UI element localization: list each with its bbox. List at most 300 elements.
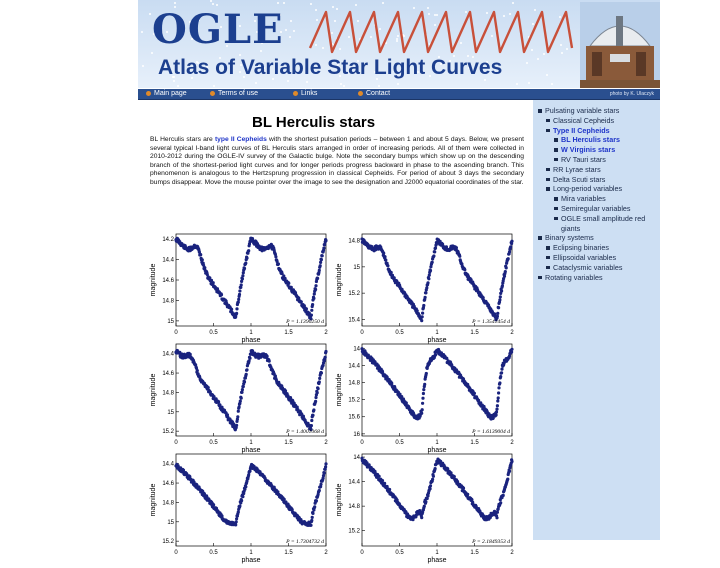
sidebar-item-label: RV Tauri stars: [561, 154, 606, 164]
data-point: [324, 350, 327, 353]
period-label: P = 1.4001068 d: [286, 429, 324, 435]
data-point: [496, 404, 499, 407]
data-point: [207, 386, 210, 389]
sidebar-item-rv-tauri[interactable]: [553, 155, 657, 165]
nav-contact[interactable]: [358, 89, 390, 99]
snow-dot: [516, 83, 518, 85]
light-curve-chart: [150, 340, 332, 458]
snow-dot: [213, 85, 215, 87]
sidebar-item-mira[interactable]: [553, 194, 657, 204]
data-point: [455, 246, 458, 249]
y-tick-label: 14.4: [348, 479, 360, 486]
sidebar: [533, 100, 660, 540]
type2-cepheids-link[interactable]: type II Cepheids: [214, 136, 267, 143]
data-point: [423, 505, 426, 508]
data-point: [510, 460, 513, 463]
data-point: [421, 408, 424, 411]
data-point: [495, 410, 498, 413]
snow-dot: [528, 82, 530, 84]
data-point: [499, 375, 502, 378]
sidebar-item-label: W Virginis stars: [561, 145, 616, 155]
x-tick-label: 0.5: [395, 550, 404, 556]
sidebar-item-label: BL Herculis stars: [561, 135, 620, 145]
data-point: [235, 424, 238, 427]
snow-dot: [537, 58, 539, 60]
data-point: [310, 309, 313, 312]
y-tick-label: 14.4: [348, 363, 360, 370]
data-point: [499, 501, 502, 504]
data-point: [182, 469, 185, 472]
data-point: [314, 400, 317, 403]
x-tick-label: 2: [510, 330, 514, 336]
data-point: [458, 255, 461, 258]
data-point: [236, 415, 239, 418]
data-point: [311, 516, 314, 519]
x-tick-label: 1.5: [284, 330, 293, 336]
nav-label: Terms of use: [218, 90, 259, 97]
y-tick-label: 15.2: [348, 397, 360, 404]
x-tick-label: 1.5: [470, 330, 479, 336]
data-point: [237, 301, 240, 304]
data-point: [240, 283, 243, 286]
data-point: [466, 493, 469, 496]
data-point: [237, 510, 240, 513]
main-content: [138, 100, 533, 564]
data-point: [319, 261, 322, 264]
data-point: [203, 266, 206, 269]
data-point: [384, 258, 387, 261]
data-point: [424, 500, 427, 503]
data-point: [241, 388, 244, 391]
data-point: [313, 292, 316, 295]
data-point: [311, 414, 314, 417]
y-tick-label: 14.6: [162, 371, 174, 378]
data-point: [245, 373, 248, 376]
data-point: [428, 274, 431, 277]
data-point: [244, 262, 247, 265]
sidebar-item-label: Long-period variables: [553, 184, 623, 194]
snow-dot: [210, 0, 212, 2]
plot-frame: [362, 344, 512, 436]
intro-text-start: BL Herculis stars are: [150, 136, 215, 143]
data-point: [238, 293, 241, 296]
y-tick-label: 14.6: [162, 278, 174, 284]
data-point: [496, 399, 499, 402]
data-point: [501, 284, 504, 287]
data-point: [311, 512, 314, 515]
data-point: [314, 284, 317, 287]
sidebar-item-label: Classical Cepheids: [553, 115, 615, 125]
data-point: [434, 467, 437, 470]
data-point: [234, 523, 237, 526]
data-point: [312, 408, 315, 411]
bullet-icon: [210, 91, 215, 96]
x-tick-label: 1.5: [284, 440, 293, 446]
data-point: [416, 309, 419, 312]
data-point: [496, 511, 499, 514]
y-tick-label: 15.2: [162, 429, 174, 436]
nav-label: Links: [301, 90, 318, 97]
snow-dot: [382, 2, 384, 4]
data-point: [421, 312, 424, 315]
data-point: [499, 295, 502, 298]
sidebar-item-semiregular[interactable]: [553, 204, 657, 214]
data-point: [322, 247, 325, 250]
data-point: [217, 400, 220, 403]
y-tick-label: 15: [167, 519, 174, 526]
sidebar-item-eclipsing[interactable]: [545, 243, 657, 253]
x-tick-label: 0: [360, 330, 364, 336]
data-point: [378, 475, 381, 478]
data-point: [482, 296, 485, 299]
data-point: [470, 498, 473, 501]
y-tick-label: 15.2: [348, 528, 360, 535]
data-point: [323, 243, 326, 246]
intro-paragraph: [150, 136, 524, 188]
data-point: [317, 387, 320, 390]
data-point: [497, 306, 500, 309]
snow-dot: [512, 2, 514, 4]
data-point: [238, 289, 241, 292]
y-tick-label: 15: [353, 264, 360, 271]
light-curve-chart: [150, 450, 332, 568]
snow-dot: [546, 74, 548, 76]
light-curve-wave-graphic: [310, 8, 580, 56]
data-point: [423, 383, 426, 386]
data-point: [424, 291, 427, 294]
nav-bar: [138, 89, 660, 100]
y-tick-label: 14.8: [348, 504, 360, 511]
light-curve-panel-5[interactable]: [150, 450, 332, 568]
data-point: [220, 514, 223, 517]
atlas-title: Atlas of Variable Star Light Curves: [158, 56, 503, 79]
data-point: [238, 405, 241, 408]
data-point: [241, 495, 244, 498]
x-tick-label: 1: [435, 550, 439, 556]
sidebar-item-label: Rotating variables: [545, 272, 603, 282]
data-point: [235, 517, 238, 520]
data-point: [496, 312, 499, 315]
x-tick-label: 0.5: [209, 330, 218, 336]
x-tick-label: 2: [510, 440, 514, 446]
data-point: [305, 307, 308, 310]
y-tick-label: 15: [167, 409, 174, 416]
sidebar-item-osarg[interactable]: [553, 214, 657, 234]
x-tick-label: 0.5: [395, 330, 404, 336]
data-point: [318, 380, 321, 383]
x-tick-label: 1.5: [470, 550, 479, 556]
data-point: [201, 258, 204, 261]
data-point: [237, 298, 240, 301]
snow-dot: [212, 3, 214, 5]
snow-dot: [290, 20, 292, 22]
data-point: [453, 475, 456, 478]
data-point: [500, 289, 503, 292]
data-point: [495, 516, 498, 519]
x-tick-label: 2: [510, 550, 514, 556]
data-point: [189, 353, 192, 356]
y-tick-label: 14.8: [162, 298, 174, 305]
data-point: [240, 499, 243, 502]
x-tick-label: 0: [360, 550, 364, 556]
data-point: [510, 348, 513, 351]
nav-main-page[interactable]: [146, 89, 187, 99]
data-point: [420, 319, 423, 322]
page: [138, 0, 660, 564]
y-axis-label: magnitude: [336, 373, 343, 407]
bullet-icon: [293, 91, 298, 96]
y-axis-label: magnitude: [150, 263, 157, 297]
data-point: [496, 315, 499, 318]
data-point: [320, 371, 323, 374]
x-tick-label: 0.5: [395, 440, 404, 446]
data-point: [463, 268, 466, 271]
data-point: [420, 412, 423, 415]
data-point: [503, 275, 506, 278]
snow-dot: [343, 85, 345, 87]
data-point: [497, 396, 500, 399]
y-tick-label: 14.8: [348, 238, 360, 245]
x-tick-label: 1: [249, 330, 253, 336]
snow-dot: [141, 31, 143, 33]
data-point: [427, 277, 430, 280]
light-curve-panel-3[interactable]: [150, 340, 332, 458]
data-point: [212, 281, 215, 284]
data-point: [495, 413, 498, 416]
y-tick-label: 15.6: [348, 414, 360, 421]
data-point: [431, 261, 434, 264]
nav-links[interactable]: [293, 89, 317, 99]
bullet-icon: [146, 91, 151, 96]
sidebar-menu: [537, 106, 657, 282]
y-tick-label: 16: [353, 431, 360, 438]
data-point: [316, 391, 319, 394]
light-curve-chart: [336, 450, 518, 568]
light-curve-chart: [150, 230, 332, 348]
data-point: [433, 250, 436, 253]
x-tick-label: 2: [324, 330, 328, 336]
sidebar-item-bl-herculis[interactable]: [553, 135, 657, 145]
x-tick-label: 1: [435, 440, 439, 446]
data-point: [315, 499, 318, 502]
sidebar-item-pulsating[interactable]: [537, 106, 657, 233]
data-point: [434, 353, 437, 356]
data-point: [426, 281, 429, 284]
data-point: [242, 385, 245, 388]
data-point: [196, 369, 199, 372]
x-tick-label: 0.5: [209, 550, 218, 556]
period-label: P = 1.1390250 d: [286, 319, 324, 325]
y-axis-label: magnitude: [336, 263, 343, 297]
data-point: [507, 257, 510, 260]
x-axis-label: phase: [427, 447, 447, 454]
data-point: [266, 355, 269, 358]
data-point: [506, 478, 509, 481]
snow-dot: [355, 4, 357, 6]
sidebar-item-cataclysmic[interactable]: [545, 263, 657, 273]
sidebar-item-label: Binary systems: [545, 233, 594, 243]
data-point: [324, 356, 327, 359]
data-point: [324, 239, 327, 242]
sidebar-item-w-virginis[interactable]: [553, 145, 657, 155]
snow-dot: [277, 2, 279, 4]
banner: [138, 0, 660, 88]
photo-credit: photo by K. Ulaczyk: [609, 91, 654, 97]
data-point: [312, 297, 315, 300]
data-point: [310, 314, 313, 317]
x-axis-label: phase: [427, 337, 447, 344]
data-point: [390, 271, 393, 274]
observatory-photo: [580, 2, 660, 88]
sidebar-item-ellipsoidal[interactable]: [545, 253, 657, 263]
snow-dot: [149, 13, 151, 15]
light-curve-panel-6[interactable]: [336, 450, 518, 568]
period-label: P = 1.3541454 d: [472, 319, 510, 325]
data-point: [237, 410, 240, 413]
sidebar-item-long-period[interactable]: [545, 184, 657, 233]
bullet-icon: [358, 91, 363, 96]
data-point: [318, 489, 321, 492]
period-label: P = 2.1849353 d: [472, 539, 510, 545]
data-point: [318, 377, 321, 380]
data-point: [498, 381, 501, 384]
data-point: [426, 494, 429, 497]
data-point: [424, 296, 427, 299]
y-tick-label: 14: [353, 346, 360, 353]
light-curve-panel-1[interactable]: [150, 230, 332, 348]
data-point: [421, 402, 424, 405]
light-curve-panel-2[interactable]: [336, 230, 518, 348]
data-point: [314, 288, 317, 291]
y-tick-label: 14.2: [162, 237, 174, 244]
data-point: [510, 350, 513, 353]
sidebar-item-label: Mira variables: [561, 194, 606, 204]
data-point: [382, 252, 385, 255]
data-point: [309, 524, 312, 527]
sidebar-item-rr-lyrae[interactable]: [545, 165, 657, 175]
data-point: [320, 258, 323, 261]
data-point: [314, 396, 317, 399]
data-point: [212, 503, 215, 506]
data-point: [505, 266, 508, 269]
sidebar-item-label: Cataclysmic variables: [553, 262, 623, 272]
sidebar-item-label: Eclipsing binaries: [553, 243, 609, 253]
x-axis-label: phase: [241, 557, 261, 564]
data-point: [324, 465, 327, 468]
data-point: [498, 298, 501, 301]
data-point: [420, 516, 423, 519]
sidebar-item-label: Type II Cepheids: [553, 125, 610, 135]
data-point: [493, 313, 496, 316]
light-curve-chart: [336, 230, 518, 348]
snow-dot: [287, 80, 289, 82]
data-point: [268, 360, 271, 363]
data-point: [300, 300, 303, 303]
data-point: [277, 262, 280, 265]
intro-text-rest: with the shortest pulsation periods – between 1 and about 5 days. Below, we present several typical I-band light curves of BL Herculis stars arranged in order of increasing periods. All of them were collected in 2010-2012 during the OGLE-IV survey of the Galactic bulge. Note the secondary bumps which show up on the descending branch of the shortest-period light curves and for longer periods progress backward in phase to the ascending branch. This phenomenon is analogous to the Hertzsprung progression in classical Cepheids. For period of about 3 days the secondary bumps disappear. Move the mouse pointer over the image to see the designation and J2000 equatorial coordinates of the star.: [150, 136, 524, 186]
plot-frame: [362, 454, 512, 546]
x-tick-label: 1.5: [470, 440, 479, 446]
data-point: [243, 267, 246, 270]
data-point: [283, 498, 286, 501]
data-point: [422, 392, 425, 395]
data-point: [287, 282, 290, 285]
data-point: [431, 478, 434, 481]
y-tick-label: 14.4: [162, 257, 174, 264]
light-curve-chart: [336, 340, 518, 458]
snow-dot: [378, 85, 380, 87]
x-tick-label: 0: [174, 330, 178, 336]
data-point: [310, 419, 313, 422]
x-tick-label: 1: [249, 440, 253, 446]
data-point: [313, 505, 316, 508]
data-point: [310, 424, 313, 427]
sidebar-item-binary[interactable]: [537, 233, 657, 272]
sidebar-item-delta-scuti[interactable]: [545, 175, 657, 185]
data-point: [422, 388, 425, 391]
sidebar-item-type2-cepheids[interactable]: [545, 126, 657, 165]
data-point: [383, 482, 386, 485]
data-point: [495, 408, 498, 411]
sidebar-item-label: Delta Scuti stars: [553, 174, 606, 184]
data-point: [429, 487, 432, 490]
data-point: [230, 308, 233, 311]
data-point: [316, 277, 319, 280]
sidebar-item-label: Ellipsoidal variables: [553, 252, 617, 262]
data-point: [421, 397, 424, 400]
x-tick-label: 1: [249, 550, 253, 556]
snow-dot: [526, 62, 528, 64]
data-point: [238, 504, 241, 507]
data-point: [220, 293, 223, 296]
x-axis-label: phase: [241, 447, 261, 454]
data-point: [244, 485, 247, 488]
y-tick-label: 14.8: [162, 390, 174, 397]
snow-dot: [289, 36, 291, 38]
y-tick-label: 15.2: [162, 539, 174, 546]
data-point: [429, 269, 432, 272]
data-point: [318, 269, 321, 272]
data-point: [310, 519, 313, 522]
snow-dot: [142, 65, 144, 67]
light-curve-panel-4[interactable]: [336, 340, 518, 458]
nav-label: Contact: [366, 90, 391, 97]
data-point: [510, 240, 513, 243]
data-point: [508, 470, 511, 473]
period-label: P = 1.7304732 d: [286, 539, 324, 545]
sidebar-item-classical-cepheids[interactable]: [545, 116, 657, 126]
nav-terms-of-use[interactable]: [210, 89, 258, 99]
data-point: [421, 315, 424, 318]
data-point: [497, 391, 500, 394]
sidebar-item-rotating[interactable]: [537, 273, 657, 283]
data-point: [321, 254, 324, 257]
x-tick-label: 0: [360, 440, 364, 446]
data-point: [245, 368, 248, 371]
ogle-logo[interactable]: OGLE: [152, 6, 284, 53]
data-point: [434, 246, 437, 249]
data-point: [502, 494, 505, 497]
snow-dot: [285, 29, 287, 31]
y-tick-label: 14.8: [162, 500, 174, 507]
data-point: [383, 255, 386, 258]
data-point: [247, 249, 250, 252]
data-point: [509, 245, 512, 248]
nav-label: Main page: [154, 90, 187, 97]
data-point: [432, 475, 435, 478]
x-tick-label: 2: [324, 440, 328, 446]
data-point: [422, 304, 425, 307]
